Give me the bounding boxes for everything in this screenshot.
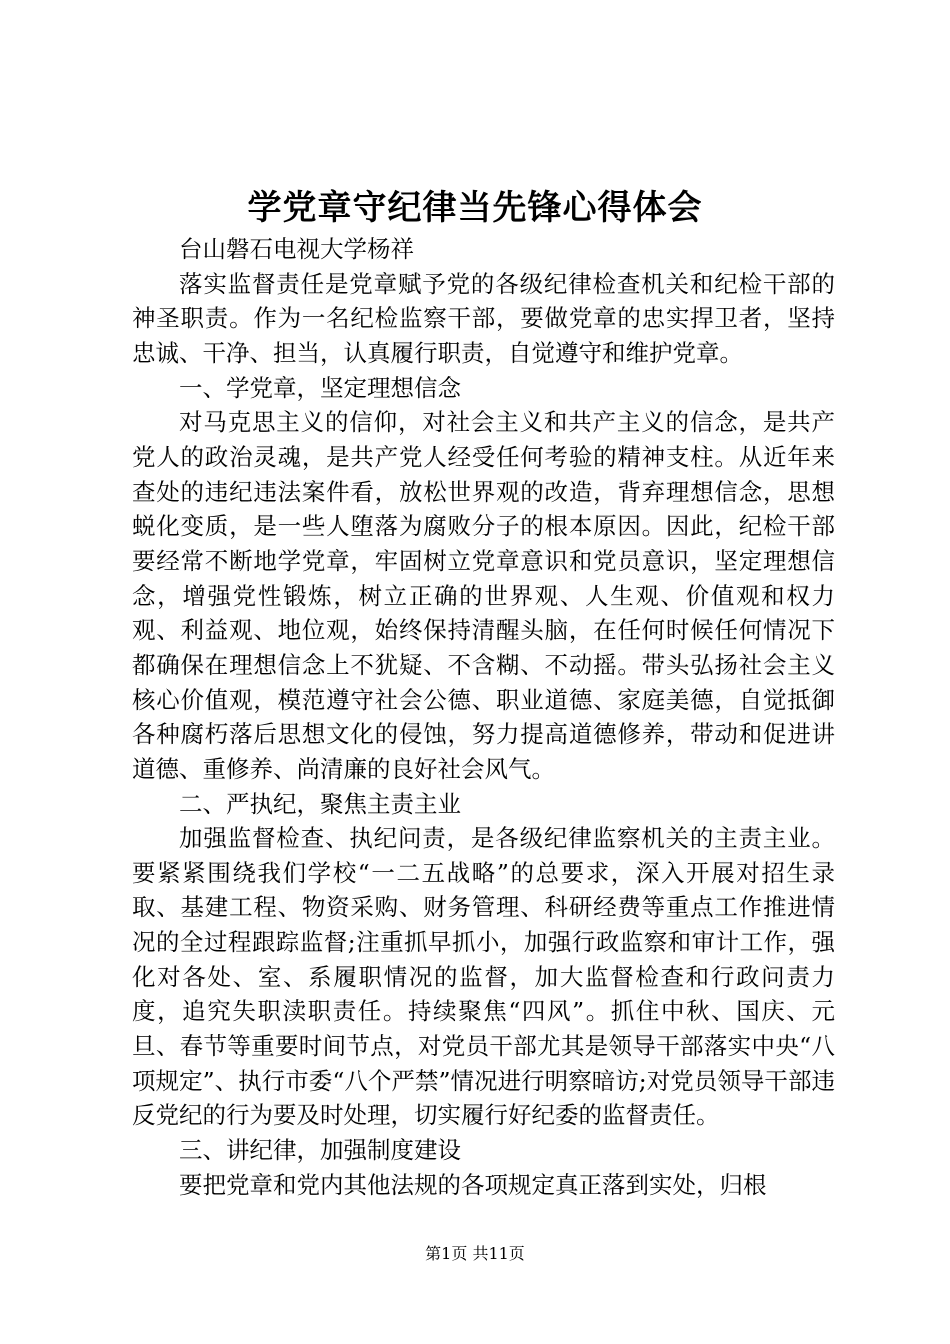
document-body — [132, 232, 835, 1202]
intro-paragraph: 落实监督责任是党章赋予党的各级纪律检查机关和纪检干部的神圣职责。作为一名纪检监察干部，要做党章的忠实捍卫者，坚持忠诚、干净、担当，认真履行职责，自觉遵守和维护党章。 — [132, 269, 835, 367]
section-heading-2: 二、严执纪，聚焦主责主业 — [179, 789, 461, 818]
document-title: 学党章守纪律当先锋心得体会 — [247, 188, 703, 228]
section-2-paragraph: 加强监督检查、执纪问责，是各级纪律监察机关的主责主业。要紧紧围绕我们学校“一二五战略”的总要求，深入开展对招生录取、基建工程、物资采购、财务管理、科研经费等重点工作推进情况的全过程跟踪监督;注重抓早抓小，加强行政监察和审计工作，强化对各处、室、系履职情况的监督，加大监督检查和行政问责力度，追究失职渎职责任。持续聚焦“四风”。抓住中秋、国庆、元旦、春节等重要时间节点，对党员干部尤其是领导干部落实中央“八项规定”、执行市委“八个严禁”情况进行明察暗访;对党员领导干部违反党纪的行为要及时处理，切实履行好纪委的监督责任。 — [132, 824, 835, 1130]
section-heading-3: 三、讲纪律，加强制度建设 — [179, 1136, 461, 1165]
section-3-paragraph: 要把党章和党内其他法规的各项规定真正落到实处，归根 — [179, 1170, 767, 1199]
section-heading-1: 一、学党章，坚定理想信念 — [179, 373, 461, 402]
author-line: 台山磐石电视大学杨祥 — [179, 235, 414, 263]
section-1-paragraph: 对马克思主义的信仰，对社会主义和共产主义的信念，是共产党人的政治灵魂，是共产党人经受任何考验的精神支柱。从近年来查处的违纪违法案件看，放松世界观的改造，背弃理想信念，思想蜕化变质，是一些人堕落为腐败分子的根本原因。因此，纪检干部要经常不断地学党章，牢固树立党章意识和党员意识，坚定理想信念，增强党性锻炼，树立正确的世界观、人生观、价值观和权力观、利益观、地位观，始终保持清醒头脑，在任何时候任何情况下都确保在理想信念上不犹疑、不含糊、不动摇。带头弘扬社会主义核心价值观，模范遵守社会公德、职业道德、家庭美德，自觉抵御各种腐朽落后思想文化的侵蚀，努力提高道德修养，带动和促进讲道德、重修养、尚清廉的良好社会风气。 — [132, 408, 835, 783]
page-number-footer: 第1页 共11页 — [425, 1244, 525, 1263]
